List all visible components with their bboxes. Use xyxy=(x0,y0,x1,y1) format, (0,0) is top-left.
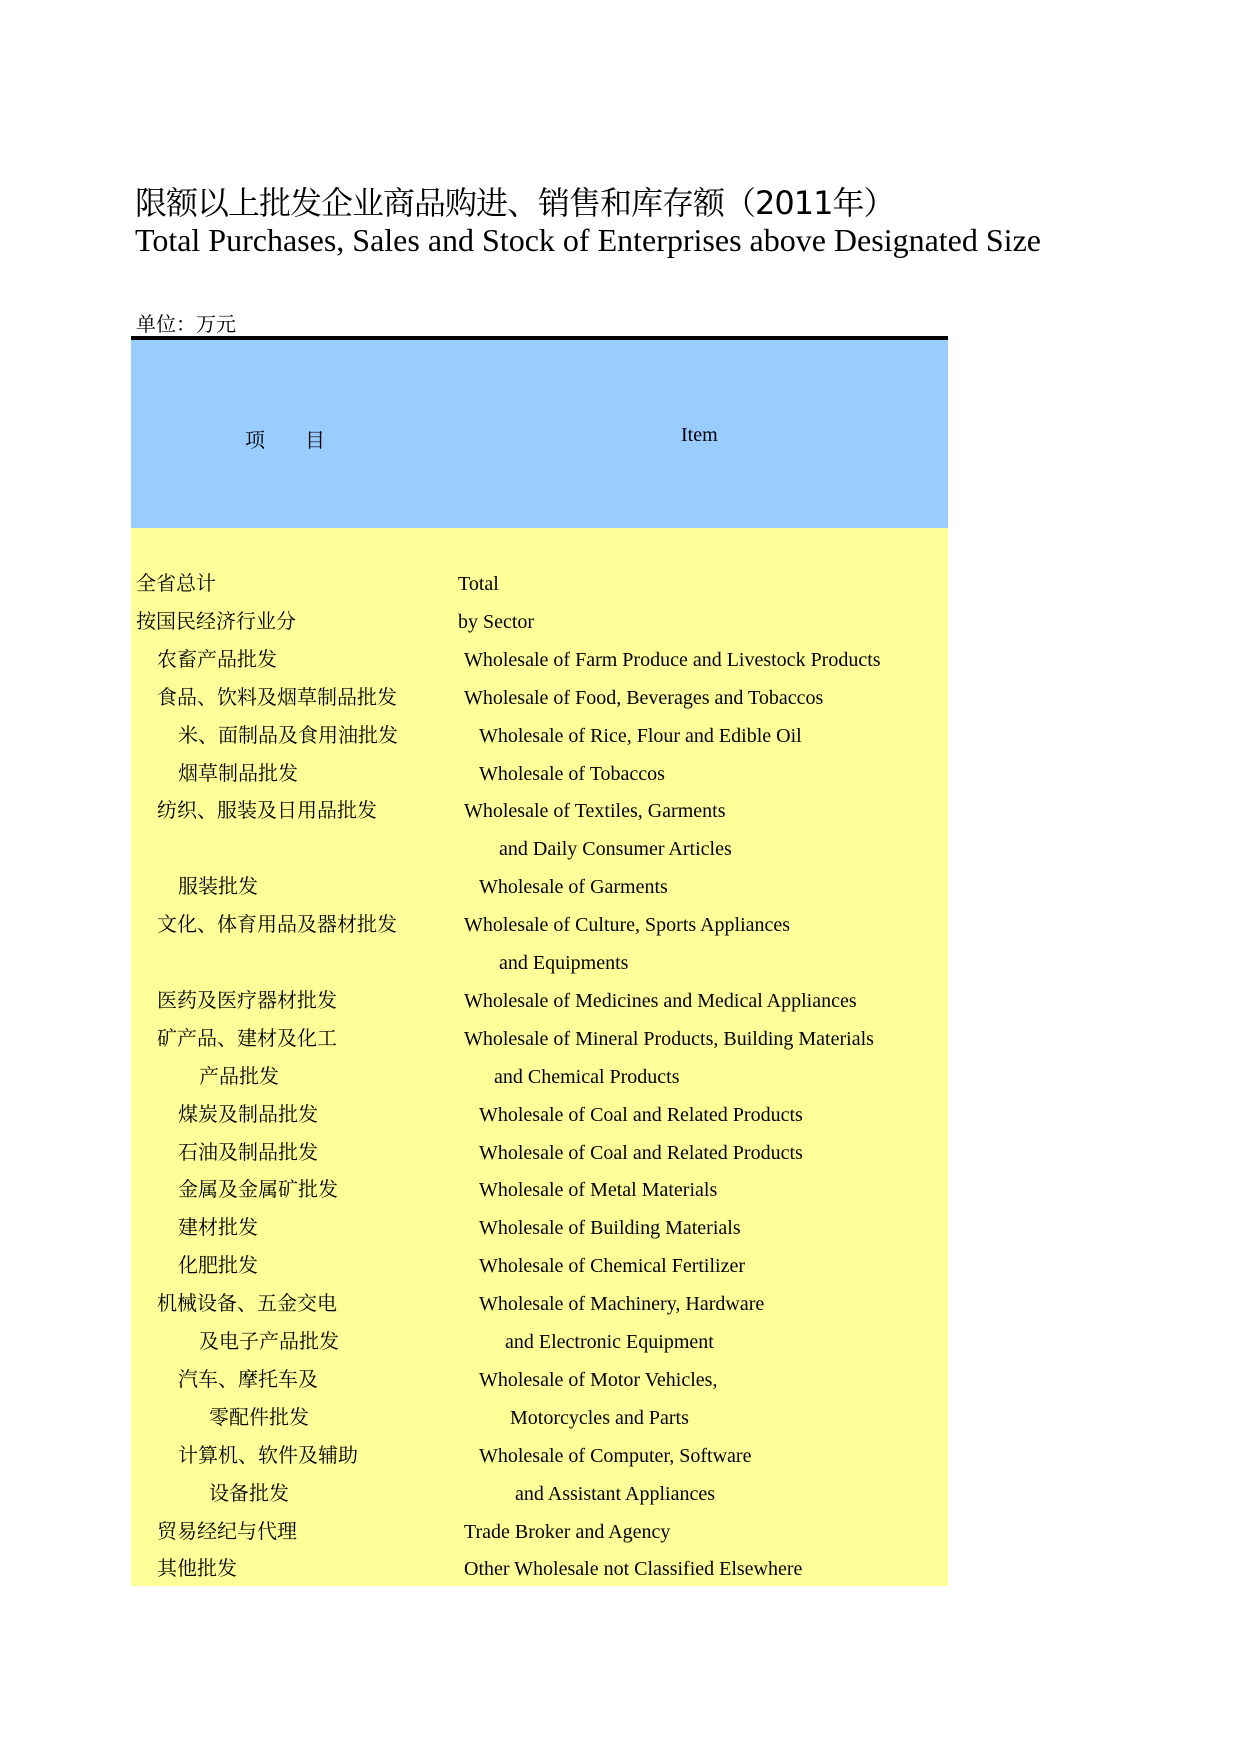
table-row xyxy=(131,906,948,944)
row-label-en: and Equipments xyxy=(499,952,629,974)
table-row xyxy=(131,1058,948,1096)
table-row xyxy=(131,1361,948,1399)
row-label-cn: 金属及金属矿批发 xyxy=(178,1179,338,1202)
row-label-en: Wholesale of Mineral Products, Building Materials xyxy=(464,1027,874,1050)
row-label-en: Wholesale of Chemical Fertilizer xyxy=(479,1255,746,1278)
row-label-cn: 米、面制品及食用油批发 xyxy=(178,724,398,747)
table-row xyxy=(131,1513,948,1551)
row-label-cn: 矿产品、建材及化工 xyxy=(157,1027,337,1050)
table-row xyxy=(131,830,948,868)
row-label-en: Wholesale of Machinery, Hardware xyxy=(479,1293,765,1316)
row-label-cn: 全省总计 xyxy=(136,573,216,595)
table-row xyxy=(131,1323,948,1361)
row-label-en: Other Wholesale not Classified Elsewhere xyxy=(464,1558,803,1581)
table-row xyxy=(131,944,948,982)
row-label-en: Wholesale of Culture, Sports Appliances xyxy=(464,914,791,937)
row-label-en: Wholesale of Motor Vehicles, xyxy=(479,1368,718,1391)
table-row xyxy=(131,641,948,679)
row-label-en: Wholesale of Coal and Related Products xyxy=(479,1103,803,1126)
title-chinese: 限额以上批发企业商品购进、销售和库存额（2011年） xyxy=(135,184,895,222)
row-label-cn: 服装批发 xyxy=(178,876,258,899)
row-label-en: Wholesale of Rice, Flour and Edible Oil xyxy=(479,724,802,747)
table-row xyxy=(131,1475,948,1513)
row-label-en: Wholesale of Coal and Related Products xyxy=(479,1141,803,1164)
table-row xyxy=(131,1020,948,1058)
row-label-en: Wholesale of Food, Beverages and Tobaccos xyxy=(464,686,824,709)
row-label-cn: 食品、饮料及烟草制品批发 xyxy=(157,686,397,709)
row-label-en: by Sector xyxy=(458,610,535,633)
row-label-en: Wholesale of Textiles, Garments xyxy=(464,800,726,823)
row-label-cn: 汽车、摩托车及 xyxy=(178,1368,318,1391)
row-label-en: Motorcycles and Parts xyxy=(510,1406,689,1429)
row-label-cn: 石油及制品批发 xyxy=(178,1141,318,1164)
row-label-cn: 文化、体育用品及器材批发 xyxy=(157,914,397,937)
table-row xyxy=(131,1285,948,1323)
row-label-cn: 计算机、软件及辅助 xyxy=(178,1444,358,1467)
row-label-cn: 化肥批发 xyxy=(178,1255,258,1278)
row-label-cn: 农畜产品批发 xyxy=(157,648,277,671)
table-row xyxy=(131,755,948,793)
header-item-en: Item xyxy=(681,424,718,446)
row-label-en: Wholesale of Farm Produce and Livestock Products xyxy=(464,648,881,671)
row-label-cn: 产品批发 xyxy=(199,1065,279,1088)
row-label-cn: 纺织、服装及日用品批发 xyxy=(157,800,377,823)
row-label-en: Wholesale of Computer, Software xyxy=(479,1444,752,1467)
table-row xyxy=(131,1399,948,1437)
table-row xyxy=(131,868,948,906)
table-row xyxy=(131,1550,948,1588)
row-label-en: Wholesale of Garments xyxy=(479,876,668,899)
row-label-cn: 零配件批发 xyxy=(209,1406,309,1429)
table-row xyxy=(131,1096,948,1134)
table-row xyxy=(131,1247,948,1285)
table-row xyxy=(131,717,948,755)
table-row xyxy=(131,565,948,603)
row-label-en: Total xyxy=(458,573,499,595)
table-row xyxy=(131,1437,948,1475)
unit-label: 单位：万元 xyxy=(136,314,236,336)
row-label-en: Wholesale of Building Materials xyxy=(479,1217,741,1240)
table-row xyxy=(131,982,948,1020)
row-label-en: and Assistant Appliances xyxy=(515,1482,715,1505)
row-label-cn: 及电子产品批发 xyxy=(199,1331,339,1353)
row-label-cn: 设备批发 xyxy=(209,1482,289,1505)
table-row xyxy=(131,603,948,641)
table-row xyxy=(131,1171,948,1209)
row-label-cn: 烟草制品批发 xyxy=(178,762,298,785)
header-item-cn: 项 目 xyxy=(245,430,325,452)
row-label-en: and Chemical Products xyxy=(494,1065,680,1088)
title-english: Total Purchases, Sales and Stock of Enterprises above Designated Size xyxy=(135,222,1041,258)
table-row xyxy=(131,1209,948,1247)
row-label-en: and Daily Consumer Articles xyxy=(499,838,732,861)
row-label-cn: 建材批发 xyxy=(178,1217,258,1240)
row-label-cn: 医药及医疗器材批发 xyxy=(157,989,337,1012)
row-label-cn: 其他批发 xyxy=(157,1558,237,1581)
table-row xyxy=(131,1134,948,1172)
row-label-cn: 机械设备、五金交电 xyxy=(157,1293,337,1316)
row-label-cn: 贸易经纪与代理 xyxy=(157,1520,297,1543)
table-body xyxy=(131,528,948,1586)
table-row xyxy=(131,792,948,830)
row-label-cn: 按国民经济行业分 xyxy=(136,610,296,633)
row-label-cn: 煤炭及制品批发 xyxy=(178,1103,318,1126)
table-row xyxy=(131,679,948,717)
row-label-en: Wholesale of Medicines and Medical Appliances xyxy=(464,989,857,1012)
row-label-en: Wholesale of Tobaccos xyxy=(479,762,665,785)
row-label-en: and Electronic Equipment xyxy=(505,1331,714,1353)
row-label-en: Trade Broker and Agency xyxy=(464,1520,671,1543)
row-label-en: Wholesale of Metal Materials xyxy=(479,1179,718,1202)
table-header xyxy=(131,336,948,532)
